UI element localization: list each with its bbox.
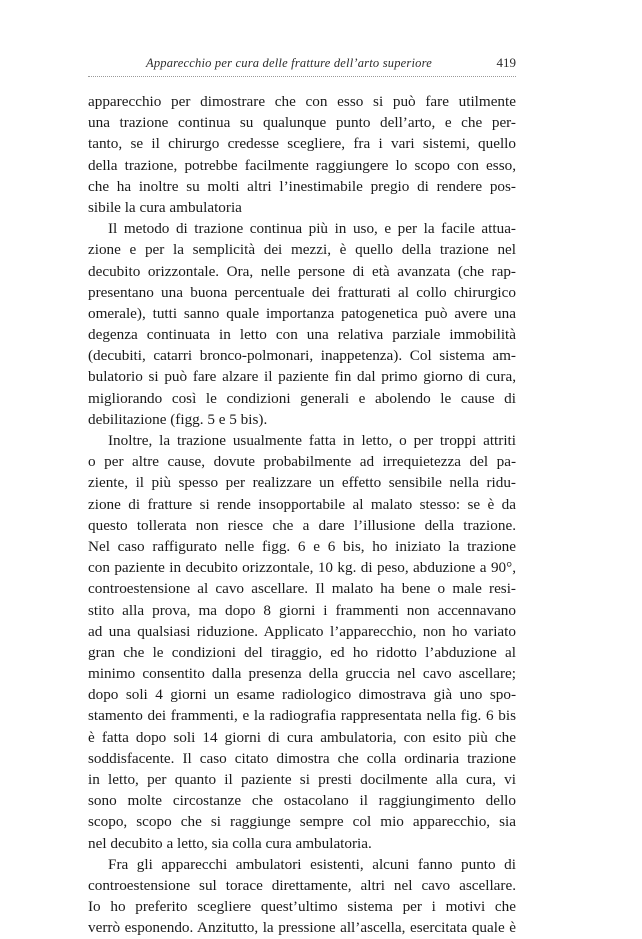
text-line: Nel caso raffigurato nelle figg. 6 e 6 bis, ho iniziato la trazione xyxy=(88,537,516,555)
body-text xyxy=(88,91,516,939)
text-line: o per altre cause, dovute probabilmente ad irrequietezza del pa- xyxy=(88,453,516,471)
text-line: in letto, per quanto il paziente si presti docilmente alla cura, vi xyxy=(88,771,516,788)
page-number: 419 xyxy=(496,55,516,70)
text-line: sibile la cura ambulatoria xyxy=(88,198,242,216)
text-line: debilitazione (figg. 5 e 5 bis). xyxy=(88,410,268,428)
text-line: omerale), tutti sanno quale importanza patogenetica può avere una xyxy=(88,304,516,322)
text-line: sono molte circostanze che ostacolano il raggiungimento dello xyxy=(88,792,516,810)
text-line: della trazione, potrebbe facilmente raggiungere lo scopo con esso, xyxy=(88,156,516,174)
text-line: soddisfacente. Il caso citato dimostra che colla ordinaria trazione xyxy=(88,749,516,767)
text-line: zione e per la semplicità dei mezzi, è quello della trazione nel xyxy=(88,241,516,259)
text-line: stamento dei frammenti, e la radiografia rappresentata nella fig. 6 bis xyxy=(88,707,516,725)
text-line: che ha inoltre su molti altri l’inestimabile pregio di rendere pos- xyxy=(88,177,516,195)
text-line: una trazione continua su qualunque punto dell’arto, e che per- xyxy=(88,114,516,132)
text-line: questo tollerata non riesce che a dare l’illusione della trazione. xyxy=(88,516,516,534)
text-line: apparecchio per dimostrare che con esso si può fare utilmente xyxy=(88,93,516,110)
text-line: ad una qualsiasi riduzione. Applicato l’apparecchio, non ho variato xyxy=(88,622,516,640)
text-line: presentano una buona percentuale dei fratturati al collo chirurgico xyxy=(88,283,516,301)
text-line: ziente, il più spesso per realizzare un effetto sensibile nella ridu- xyxy=(88,474,516,492)
text-line: gran che le condizioni del tiraggio, ed ho ridotto l’abduzione al xyxy=(88,643,516,661)
paragraph-start-line: Il metodo di trazione continua più in uso, e per la facile attua- xyxy=(108,220,516,238)
text-line: stito alla prova, ma dopo 8 giorni i frammenti non accennavano xyxy=(88,601,516,619)
text-line: scopo, scopo che si raggiunge sempre col mio apparecchio, sia xyxy=(88,813,516,831)
header-rule xyxy=(88,76,516,77)
text-line: è fatta dopo soli 14 giorni di cura ambulatoria, con esito più che xyxy=(88,728,516,746)
text-line: zione di fratture si rende insopportabile al malato stesso: se è da xyxy=(88,495,516,513)
text-line: nel decubito a letto, sia colla cura ambulatoria. xyxy=(88,834,372,852)
text-line: (decubiti, catarri bronco-polmonari, inappetenza). Col sistema am- xyxy=(88,347,516,365)
running-header xyxy=(88,56,516,76)
text-line: decubito orizzontale. Ora, nelle persone di età avanzata (che rap- xyxy=(88,262,516,280)
text-line: con paziente in decubito orizzontale, 10 kg. di peso, abduzione a 90°, xyxy=(88,559,516,577)
paragraph-start-line: Fra gli apparecchi ambulatori esistenti, alcuni fanno punto di xyxy=(108,855,516,873)
text-line: dopo soli 4 giorni un esame radiologico dimostrava già uno spo- xyxy=(88,686,516,704)
text-line: verrò esponendo. Anzitutto, la pressione all’ascella, esercitata quale è xyxy=(88,919,516,937)
text-line: minimo consentito dalla presenza della gruccia nel cavo ascellare; xyxy=(88,665,516,683)
text-line: Io ho preferito scegliere quest’ultimo sistema per i motivi che xyxy=(88,898,516,916)
text-line: tanto, se il chirurgo credesse scegliere, fra i vari sistemi, quello xyxy=(88,135,516,153)
running-header-title: Apparecchio per cura delle fratture dell’arto superiore xyxy=(146,56,432,70)
paragraph-start-line: Inoltre, la trazione usualmente fatta in letto, o per troppi attriti xyxy=(108,432,516,449)
text-line: bulatorio si può fare alzare il paziente fin dal primo giorno di cura, xyxy=(88,368,516,386)
text-line: controestensione al cavo ascellare. Il malato ha bene o male resi- xyxy=(88,580,516,598)
text-line: degenza continuata in letto con una relativa parziale immobilità xyxy=(88,326,516,344)
text-line: migliorando così le condizioni generali e abolendo le cause di xyxy=(88,389,516,407)
text-line: controestensione sul torace direttamente, altri nel cavo ascellare. xyxy=(88,876,516,894)
